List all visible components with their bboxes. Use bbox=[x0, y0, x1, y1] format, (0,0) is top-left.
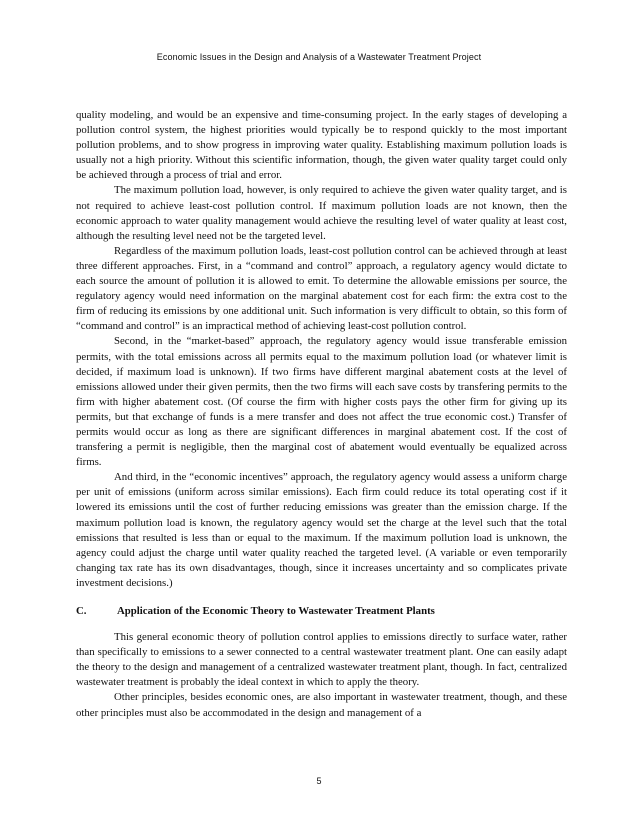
paragraph: The maximum pollution load, however, is only required to achieve the given water quality target, and is not required to achieve least-cost pollution control. If maximum pollution loads are not known, then the economic approach to water quality management would achieve the resulting level of water quality at least cost, although the resulting level need not be the targeted level. bbox=[76, 184, 567, 242]
section-heading bbox=[76, 604, 567, 619]
paragraph: Second, in the “market-based” approach, the regulatory agency would issue transferable emission permits, with the total emissions across all permits equal to the maximum pollution load (or whatever limit is decided, if maximum load is unknown). If two firms have different marginal abatement costs at the level of emissions allowed under their given permits, then the two firms will each save costs by transfering permits to the firm with higher abatement cost. (Of course the firm with higher costs pays the other firm for giving up its permits, but that exchange of funds is a mere transfer and does not affect the true economic cost.) Transfer of permits would occur as long as there are significant differences in marginal abatement cost. If the cost of transfering a permit is negligible, then the marginal cost of abatement would eventually be equalized across firms. bbox=[76, 335, 567, 469]
paragraph: Other principles, besides economic ones, are also important in wastewater treatment, though, and these other principles must also be accommodated in the design and management of a bbox=[76, 691, 567, 719]
page-number: 5 bbox=[316, 776, 322, 786]
body-text bbox=[76, 108, 567, 721]
paragraph: quality modeling, and would be an expensive and time-consuming project. In the early stages of developing a pollution control system, the highest priorities would typically be to respond quickly to the most important pollution problems, and to show progress in improving water quality. Establishing maximum pollution loads is usually not a high priority. Without this scientific information, though, the given water quality target could only be achieved through a process of trial and error. bbox=[76, 109, 567, 182]
running-header: Economic Issues in the Design and Analysis of a Wastewater Treatment Project bbox=[156, 52, 482, 62]
paragraph: And third, in the “economic incentives” approach, the regulatory agency would assess a uniform charge per unit of emissions (uniform across similar emissions). Each firm could reduce its total operating cost if it lowered its emissions until the cost of further reducing emissions was greater than the emission charge. If the maximum pollution load is known, the regulatory agency would set the charge at the level such that the total emissions that resulted is less than or equal to the maximum. If the maximum pollution load is unknown, the agency could adjust the charge until water quality reached the targeted level. (A variable or even temporarily changing tax rate has its own disadvantages, though, since it increases uncertainty and so complicates private investment decisions.) bbox=[76, 471, 567, 589]
paragraph: Regardless of the maximum pollution loads, least-cost pollution control can be achieved through at least three different approaches. First, in a “command and control” approach, a regulatory agency would dictate to each source the amount of pollution it is allowed to emit. To determine the allowable emissions per source, the regulatory agency would need information on the marginal abatement cost for each firm: the extra cost to the firm of reducing its emissions by one additional unit. Such information is very difficult to obtain, so this form of “command and control” is an impractical method of achieving least-cost pollution control. bbox=[76, 244, 567, 333]
section-number: C. bbox=[76, 605, 87, 617]
paragraph: This general economic theory of pollution control applies to emissions directly to surface water, rather than specifically to emissions to a sewer connected to a central wastewater treatment plant. One can easily adapt the theory to the design and management of a centralized wastewater treatment plant, though. In fact, centralized wastewater treatment is probably the ideal context in which to apply the theory. bbox=[76, 631, 567, 689]
section-title: Application of the Economic Theory to Wastewater Treatment Plants bbox=[117, 605, 435, 617]
